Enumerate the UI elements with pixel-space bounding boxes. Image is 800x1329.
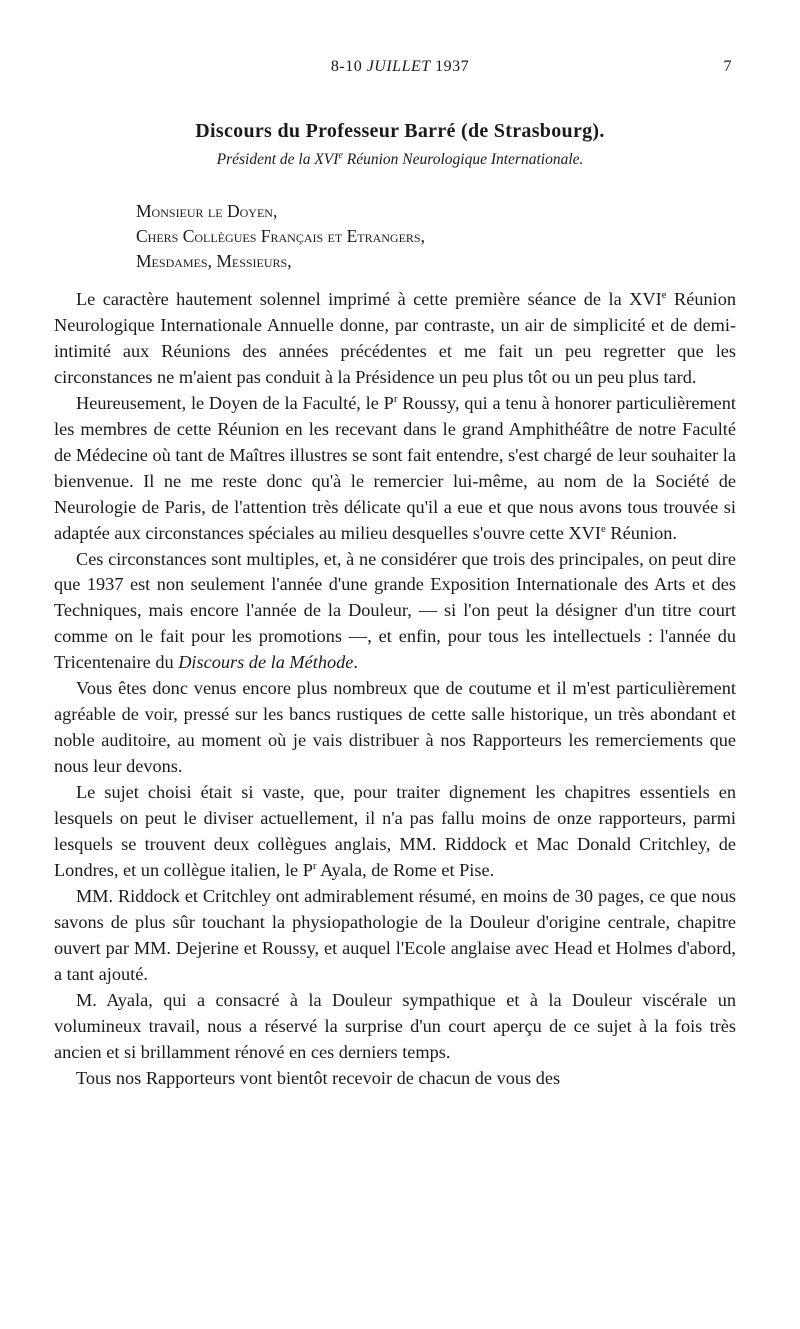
paragraph-8: Tous nos Rapporteurs vont bientôt recevoir de chacun de vous des (76, 1067, 561, 1088)
superscript: r (393, 392, 398, 405)
paragraph-text: Ces circonstances sont multiples, et, à ne considérer que trois des principales, on peut dire que 1937 est non seulement l'année d'une grande Exposition Internationale des Arts et des Techniques, mais encore l'année de la Douleur, — si l'on peut la désigner d'un titre court comme on le fait pour les promotions —, et enfin, pour tous les intellectuels : l'année du Tricentenaire du (54, 548, 736, 673)
date-year: 1937 (435, 58, 470, 75)
paragraph-text: Roussy, qui a tenu à honorer particulièrement les membres de cette Réunion en les recevant dans le grand Amphithéâtre de notre Faculté de Médecine où tant de Maîtres illustres se sont fait entendre, s'est chargé de leur souhaiter la bienvenue. Il ne me reste donc qu'à le remercier lui-même, au nom de la Société de Neurologie de Paris, de l'attention très délicate qu'il a eue et que nous avons tous trouvée si adaptée aux circonstances spéciales au milieu desquelles s'ouvre cette XVI (54, 392, 737, 543)
page-number: 7 (723, 58, 732, 75)
body-text (54, 287, 736, 1092)
superscript: r (312, 859, 317, 872)
paragraph-7: M. Ayala, qui a consacré à la Douleur sympathique et à la Douleur viscérale un volumineux travail, nous a réservé la surprise d'un court aperçu de ce sujet à la fois très ancien et si brillamment rénové en ces derniers temps. (54, 989, 736, 1062)
salutation-line: Chers Collègues Français et Etrangers, (136, 226, 425, 246)
paragraph-1 (54, 287, 736, 391)
paragraph-2 (54, 391, 736, 547)
speech-subtitle (60, 150, 740, 169)
subtitle-after: Réunion Neurologique Internationale. (342, 151, 584, 169)
book-title: Discours de la Méthode (178, 652, 354, 673)
date-prefix: 8-10 (330, 58, 363, 75)
subtitle-sup: e (338, 150, 343, 161)
speech-title: Discours du Professeur Barré (de Strasbourg). (195, 120, 605, 142)
paragraph-3 (54, 547, 736, 677)
paragraph-4: Vous êtes donc venus encore plus nombreux que de coutume et il m'est particulièrement agréable de voir, pressé sur les bancs rustiques de cette salle historique, un très abondant et noble auditoire, au moment où je vais distribuer à nos Rapporteurs les remerciements que nous leur devons. (54, 678, 736, 777)
paragraph-6: MM. Riddock et Critchley ont admirablement résumé, en moins de 30 pages, ce que nous savons de plus sûr touchant la physiopathologie de la Douleur d'origine centrale, chapitre ouvert par MM. Dejerine et Roussy, et auquel l'Ecole anglaise avec Head et Holmes d'abord, a tant ajouté. (54, 885, 736, 984)
subtitle-before: Président de la XVI (216, 151, 339, 169)
paragraph-text: . (353, 652, 358, 673)
salutation (136, 199, 696, 274)
superscript: e (600, 522, 606, 535)
paragraph-text: Réunion. (605, 522, 677, 543)
paragraph-text: Réunion Neurologique Internationale Annuelle donne, par contraste, un air de simplicité et de demi-intimité aux Réunions des années précédentes et me fait un peu regretter que les circonstances ne m'aient pas conduit à la Présidence un peu plus tôt ou un peu plus tard. (54, 289, 736, 387)
paragraph-text: Le sujet choisi était si vaste, que, pour traiter dignement les chapitres essentiels en lesquels on peut le diviser actuellement, il n'a pas fallu moins de onze rapporteurs, parmi lesquels se trouvent deux collègues anglais, MM. Riddock et Mac Donald Critchley, de Londres, et un collègue italien, le P (54, 782, 736, 880)
paragraph-text: Ayala, de Rome et Pise. (316, 859, 495, 880)
paragraph-text: Le caractère hautement solennel imprimé à cette première séance de la XVI (76, 289, 662, 309)
running-header (60, 58, 740, 82)
superscript: e (661, 288, 667, 301)
running-date (60, 58, 740, 76)
paragraph-5 (54, 780, 736, 884)
paragraph-text: Heureusement, le Doyen de la Faculté, le P (76, 392, 394, 413)
salutation-line: Monsieur le Doyen, (136, 201, 278, 221)
date-month: JUILLET (366, 58, 431, 75)
salutation-line: Mesdames, Messieurs, (136, 251, 292, 271)
